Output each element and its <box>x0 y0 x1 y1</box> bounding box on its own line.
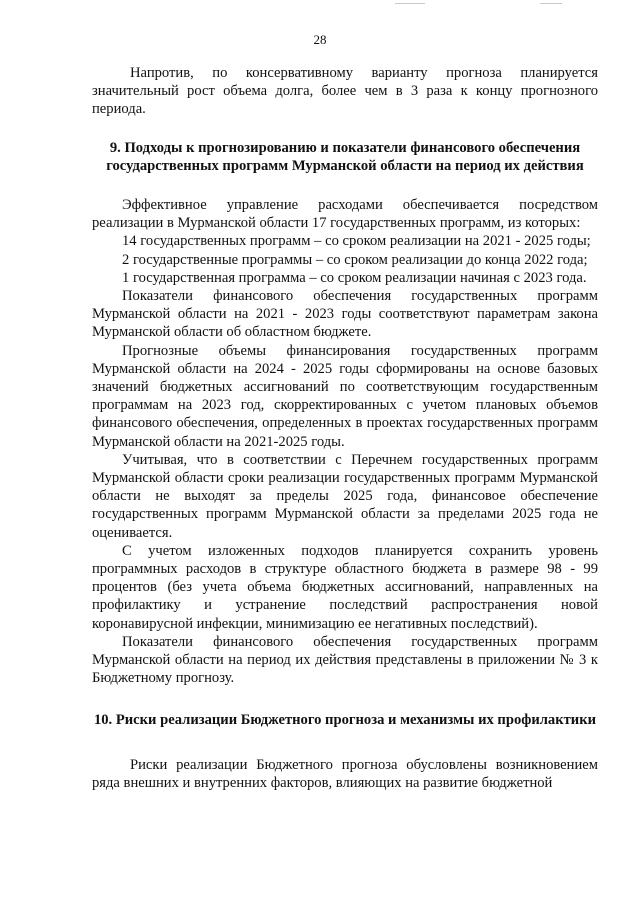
document-body <box>92 64 598 792</box>
paragraph: Эффективное управление расходами обеспечивается посредством реализации в Мурманской области 17 государственных программ, из которых: <box>92 197 598 232</box>
scan-artifact <box>540 3 562 4</box>
paragraph: С учетом изложенных подходов планируется сохранить уровень программных расходов в структуре областного бюджета в размере 98 - 99 процентов (без учета объема бюджетных ассигнований, направленных на профилактику и устранение последствий распространения новой коронавирусной инфекции, минимизацию ее негативных последствий). <box>92 542 598 632</box>
list-item: 14 государственных программ – со сроком реализации на 2021 - 2025 годы; <box>122 233 591 250</box>
paragraph: Учитывая, что в соответствии с Перечнем государственных программ Мурманской области сроки реализации государственных программ Мурманской области не выходят за пределы 2025 года, финансовое обеспечение государственных программ Мурманской области за пределами 2025 года не оценивается. <box>92 451 598 541</box>
list-item: 1 государственная программа – со сроком реализации начиная с 2023 года. <box>122 269 587 286</box>
paragraph: Показатели финансового обеспечения государственных программ Мурманской области на период их действия представлены в приложении № 3 к Бюджетному прогнозу. <box>92 633 598 687</box>
paragraph: Прогнозные объемы финансирования государственных программ Мурманской области на 2024 - 2025 годы сформированы на основе базовых значений бюджетных ассигнований по соответствующим государственным программам на 2023 год, скорректированных с учетом плановых объемов финансового обеспечения, определенных в проектах государственных программ Мурманской области на 2021-2025 годы. <box>92 342 598 450</box>
scan-artifact <box>395 3 425 4</box>
paragraph: Напротив, по консервативному варианту прогноза планируется значительный рост объема долга, более чем в 3 раза к концу прогнозного периода. <box>92 65 598 118</box>
list-item: 2 государственные программы – со сроком реализации до конца 2022 года; <box>122 251 588 268</box>
paragraph: Риски реализации Бюджетного прогноза обусловлены возникновением ряда внешних и внутренних факторов, влияющих на развитие бюджетной <box>92 756 598 791</box>
section-10-heading: 10. Риски реализации Бюджетного прогноза и механизмы их профилактики <box>93 711 597 728</box>
page-number: 28 <box>313 32 327 47</box>
paragraph: Показатели финансового обеспечения государственных программ Мурманской области на 2021 - 2023 годы соответствуют параметрам закона Мурманской области об областном бюджете. <box>92 288 598 341</box>
section-9-heading: 9. Подходы к прогнозированию и показатели финансового обеспечения государственных программ Мурманской области на период их действия <box>106 139 584 174</box>
